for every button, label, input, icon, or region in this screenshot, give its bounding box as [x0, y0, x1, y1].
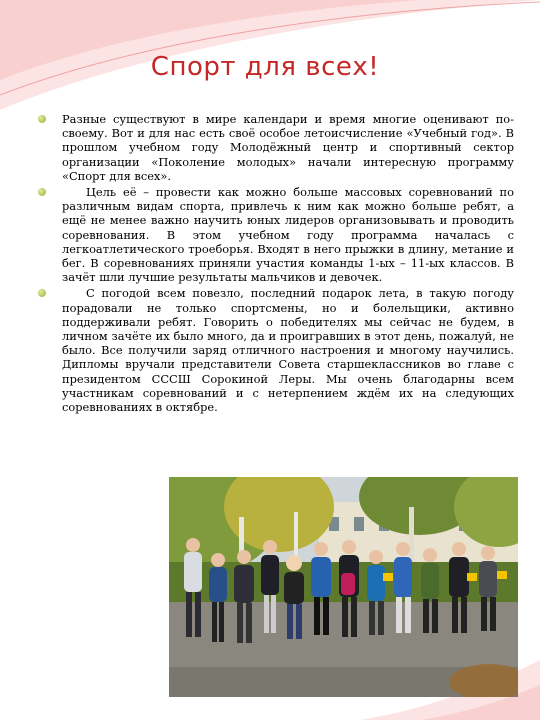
- paragraph-text: С погодой всем повезло, последний подарок лета, в такую погоду порадовали не только спортсмены, но и болельщики, активно поддерживали ребят. Говорить о победителях мы сейчас не будем, в личном зачёте их было много, да и проигравших в этот день, пожалуй, не было. Все получили заряд отличного настроения и многому научились. Дипломы вручали представители Совета старшеклассников во главе с президентом СССШ Сорокиной Леры. Мы очень благодарны всем участникам соревнований и с нетерпением ждём их на следующих соревнованиях в октябре.: [62, 286, 514, 415]
- bullet-icon: [38, 188, 46, 196]
- page-title: Спорт для всех!: [150, 52, 380, 82]
- paragraph-3: [38, 286, 514, 414]
- bullet-icon: [38, 289, 46, 297]
- article-body: [38, 112, 514, 416]
- paragraph-text: Разные существуют в мире календари и время многие оценивают по-своему. Вот и для нас есть своё особое летоисчисление «Учебный год». В прошлом учебном году Молодёжный центр и спортивный сектор организации «Поколение молодых» начали интересную программу «Спорт для всех».: [62, 112, 514, 183]
- bullet-icon: [38, 115, 46, 123]
- paragraph-1: [38, 112, 514, 183]
- paragraph-2: [38, 185, 514, 284]
- paragraph-text: Цель её – провести как можно больше массовых соревнований по различным видам спорта, привлечь к ним как можно больше ребят, а ещё не менее важно научить юных лидеров организовывать и проводить соревнования. В этом учебном году программа началась с легкоатлетического троеборья. Входят в него прыжки в длину, метание и бег. В соревнованиях приняли участия команды 1-ых – 11-ых классов. В зачёт шли лучшие результаты мальчиков и девочек.: [62, 185, 514, 285]
- group-photo: [169, 477, 518, 697]
